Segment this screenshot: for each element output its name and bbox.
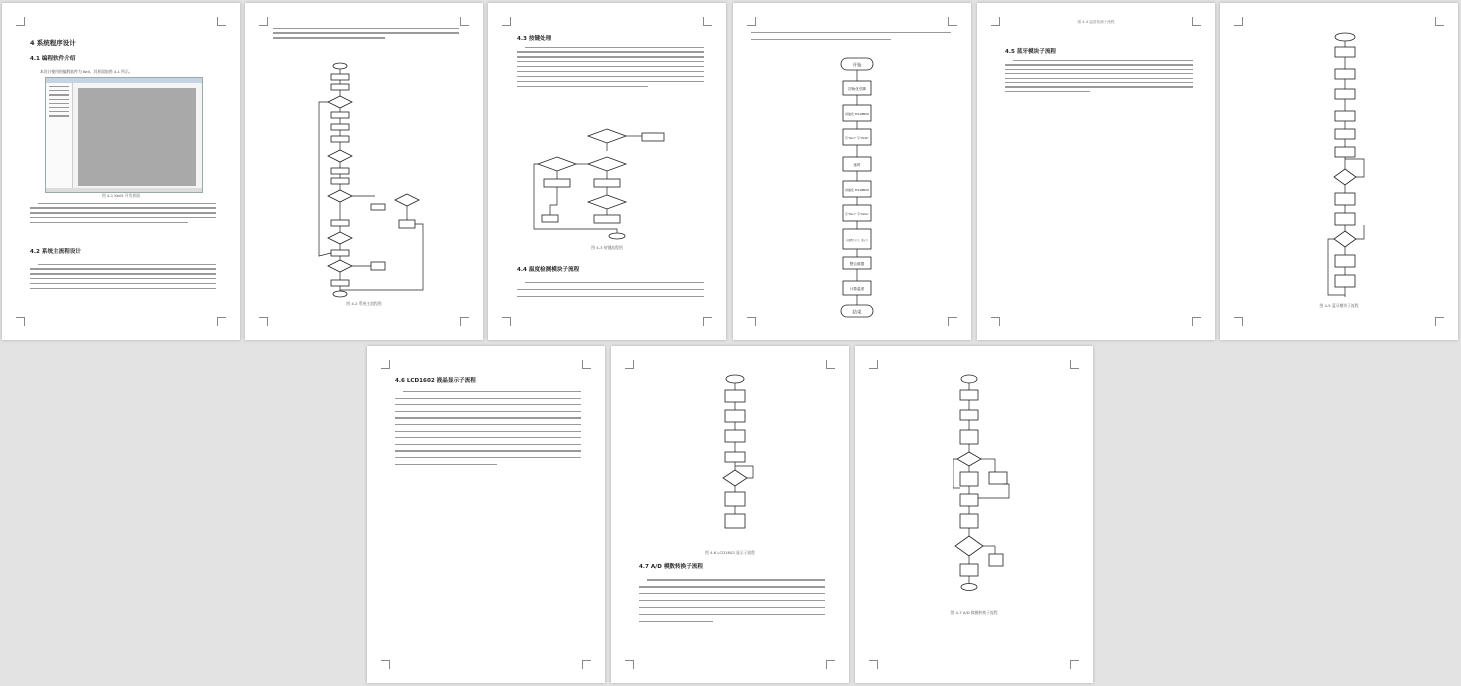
section-heading: 4.6 LCD1602 液晶显示子流程 — [395, 378, 476, 384]
section-heading: 4.5 蓝牙模块子流程 — [1005, 49, 1057, 55]
body-paragraph — [30, 260, 216, 293]
flow-step: 结束 — [852, 310, 862, 316]
ad-flowchart — [953, 374, 1013, 614]
figure-caption: 图 4-1 Keil5 开发界面 — [102, 193, 140, 198]
figure-caption: 图 4-7 A/D 数模转换子流程 — [950, 610, 998, 615]
section-intro: 本设计使用的编程软件为 Keil，其界面如图 4-1 所示。 — [40, 69, 133, 74]
body-paragraph — [517, 43, 704, 91]
body-paragraph — [395, 386, 581, 470]
running-header: 图 4-4 温度检测子流程 — [1077, 20, 1115, 24]
figure-caption: 图 4-2 系统主流程图 — [346, 301, 382, 306]
lcd-flowchart — [717, 374, 757, 544]
page-7 — [367, 346, 605, 683]
section-heading: 4.3 按键处理 — [517, 36, 552, 42]
bluetooth-flowchart — [1320, 31, 1370, 327]
section-heading: 4.4 温度检测模块子流程 — [517, 267, 580, 273]
body-paragraph — [1005, 57, 1193, 95]
flow-step: 整合数据 — [849, 262, 865, 266]
figure-caption: 图 4-3 按键流程图 — [591, 245, 623, 250]
flow-step: 写“0xcc” 写“0xbe” — [845, 213, 869, 216]
page-4 — [733, 3, 971, 340]
temperature-flowchart — [837, 57, 881, 319]
body-paragraph — [30, 199, 216, 227]
flow-step: 计算温度 — [849, 287, 865, 291]
flow-step: 延时 — [853, 163, 861, 167]
body-paragraph — [751, 27, 951, 46]
figure-caption: 图 4-6 LCD1602 显示子流程 — [705, 550, 755, 555]
section-heading: 4.2 系统主流程设计 — [30, 249, 82, 255]
page-2 — [245, 3, 483, 340]
body-paragraph — [517, 277, 704, 303]
flow-step: 写“0xcc” 写“0x44” — [845, 137, 869, 140]
page-8 — [611, 346, 849, 683]
figure-caption: 图 4-5 蓝牙模块子流程 — [1319, 303, 1359, 308]
page-6 — [1220, 3, 1458, 340]
flow-step: 初始化 DS18B20 — [845, 188, 869, 192]
key-flowchart — [532, 125, 682, 243]
page-9 — [855, 346, 1093, 683]
main-flowchart — [315, 60, 435, 300]
body-paragraph — [273, 24, 459, 42]
page-3 — [488, 3, 726, 340]
flow-step: 开始 — [852, 63, 862, 69]
keil-screenshot — [45, 77, 203, 193]
section-heading: 4.7 A/D 模数转换子流程 — [639, 564, 703, 570]
flow-step: 初始化引脚 — [848, 87, 866, 91]
page-1 — [2, 3, 240, 340]
body-paragraph — [639, 574, 825, 628]
chapter-title: 4 系统程序设计 — [30, 39, 76, 47]
page-5 — [977, 3, 1215, 340]
flow-step: 读取两个字节，高字节 — [846, 239, 868, 242]
section-heading: 4.1 编程软件介绍 — [30, 56, 76, 62]
flow-step: 初始化 DS18B20 — [845, 112, 869, 116]
